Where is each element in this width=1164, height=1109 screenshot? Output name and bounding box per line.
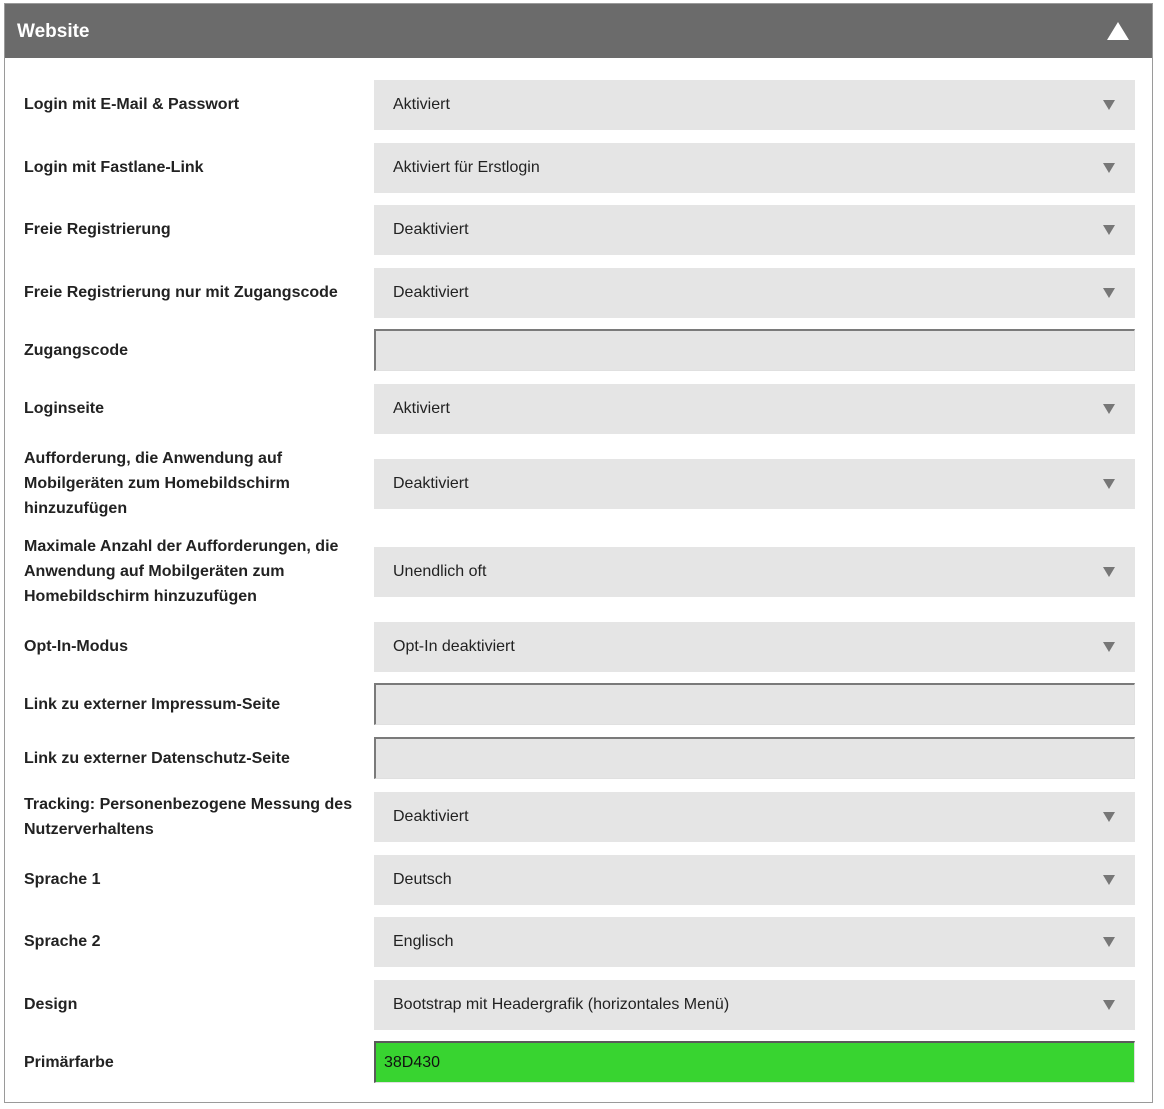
chevron-down-icon xyxy=(1103,875,1115,885)
homescreen-prompt-label: Aufforderung, die Anwendung auf Mobilgeräten zum Homebildschirm hinzuzufügen xyxy=(24,450,290,517)
chevron-down-icon xyxy=(1103,812,1115,822)
homescreen-prompt-value: Deaktiviert xyxy=(393,475,469,492)
chevron-down-icon xyxy=(1103,163,1115,173)
free-registration-value: Deaktiviert xyxy=(393,221,469,238)
free-registration-code-value: Deaktiviert xyxy=(393,284,469,301)
login-page-value: Aktiviert xyxy=(393,400,450,417)
login-email-select[interactable] xyxy=(374,80,1135,130)
language-1-select[interactable] xyxy=(374,855,1135,905)
chevron-down-icon xyxy=(1103,100,1115,110)
chevron-down-icon xyxy=(1103,567,1115,577)
language-1-label: Sprache 1 xyxy=(24,871,101,888)
privacy-link-input[interactable] xyxy=(374,737,1135,779)
imprint-link-input[interactable] xyxy=(374,683,1135,725)
primary-color-label: Primärfarbe xyxy=(24,1054,114,1071)
panel-title: Website xyxy=(17,21,90,42)
primary-color-input[interactable] xyxy=(374,1041,1135,1083)
imprint-link-label: Link zu externer Impressum-Seite xyxy=(24,696,281,713)
login-page-label: Loginseite xyxy=(24,400,105,417)
panel-header[interactable] xyxy=(5,4,1152,58)
chevron-down-icon xyxy=(1103,404,1115,414)
tracking-label: Tracking: Personenbezogene Messung des Nutzerverhaltens xyxy=(24,796,353,838)
collapse-triangle-icon[interactable] xyxy=(1106,21,1130,41)
access-code-label: Zugangscode xyxy=(24,342,129,359)
website-settings-panel xyxy=(4,3,1153,1103)
chevron-down-icon xyxy=(1103,288,1115,298)
login-email-label: Login mit E-Mail & Passwort xyxy=(24,96,240,113)
optin-mode-label: Opt-In-Modus xyxy=(24,638,128,655)
optin-mode-select[interactable] xyxy=(374,622,1135,672)
homescreen-prompt-max-select[interactable] xyxy=(374,547,1135,597)
language-2-value: Englisch xyxy=(393,933,454,950)
chevron-down-icon xyxy=(1103,642,1115,652)
chevron-down-icon xyxy=(1103,937,1115,947)
homescreen-prompt-select[interactable] xyxy=(374,459,1135,509)
language-1-value: Deutsch xyxy=(393,871,452,888)
login-email-value: Aktiviert xyxy=(393,96,450,113)
chevron-down-icon xyxy=(1103,479,1115,489)
design-value: Bootstrap mit Headergrafik (horizontales Menü) xyxy=(393,996,730,1013)
login-fastlane-label: Login mit Fastlane-Link xyxy=(24,159,204,176)
language-2-select[interactable] xyxy=(374,917,1135,967)
optin-mode-value: Opt-In deaktiviert xyxy=(393,638,515,655)
access-code-input[interactable] xyxy=(374,329,1135,371)
free-registration-select[interactable] xyxy=(374,205,1135,255)
design-label: Design xyxy=(24,996,78,1013)
privacy-link-label: Link zu externer Datenschutz-Seite xyxy=(24,750,290,767)
design-select[interactable] xyxy=(374,980,1135,1030)
login-page-select[interactable] xyxy=(374,384,1135,434)
login-fastlane-select[interactable] xyxy=(374,143,1135,193)
homescreen-prompt-max-label: Maximale Anzahl der Aufforderungen, die Anwendung auf Mobilgeräten zum Homebildschirm hinzuzufügen xyxy=(24,538,339,605)
free-registration-code-select[interactable] xyxy=(374,268,1135,318)
free-registration-label: Freie Registrierung xyxy=(24,221,171,238)
tracking-value: Deaktiviert xyxy=(393,808,469,825)
homescreen-prompt-max-value: Unendlich oft xyxy=(393,563,487,580)
tracking-select[interactable] xyxy=(374,792,1135,842)
login-fastlane-value: Aktiviert für Erstlogin xyxy=(393,159,540,176)
free-registration-code-label: Freie Registrierung nur mit Zugangscode xyxy=(24,284,338,301)
chevron-down-icon xyxy=(1103,225,1115,235)
language-2-label: Sprache 2 xyxy=(24,933,101,950)
chevron-down-icon xyxy=(1103,1000,1115,1010)
